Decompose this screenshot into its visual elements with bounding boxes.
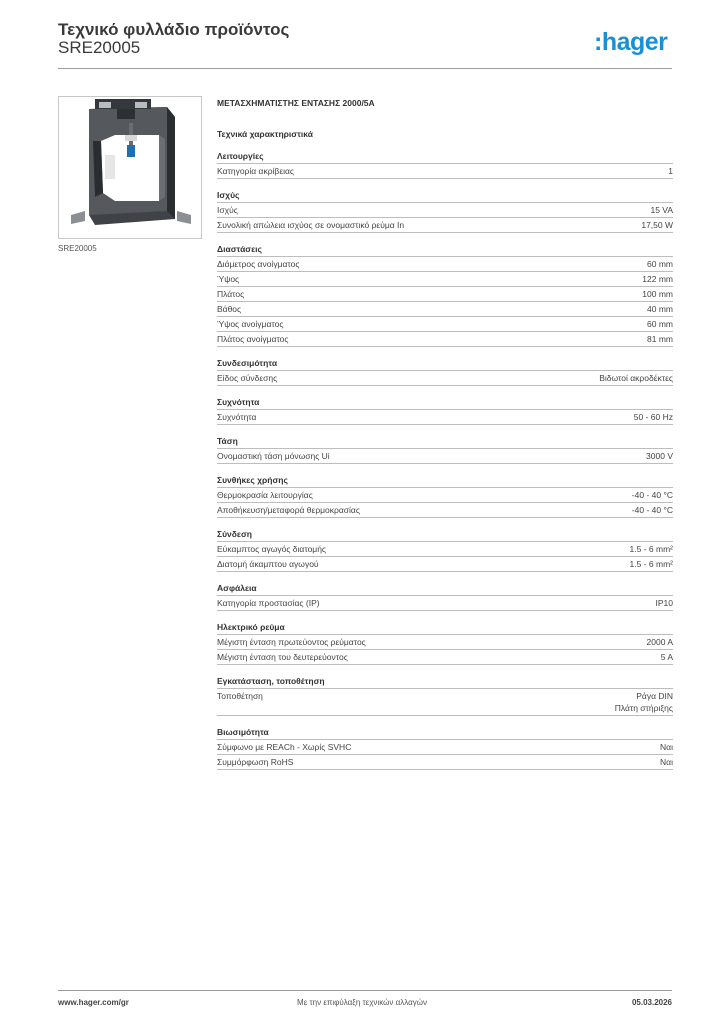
spec-section — [217, 583, 673, 611]
product-title: ΜΕΤΑΣΧΗΜΑΤΙΣΤΗΣ ΕΝΤΑΣΗΣ 2000/5A — [217, 98, 375, 108]
spec-section — [217, 475, 673, 518]
spec-row — [217, 317, 673, 332]
spec-value: 17,50 W — [641, 220, 673, 230]
spec-label: Θερμοκρασία λειτουργίας — [217, 490, 313, 500]
spec-label: Ύψος — [217, 274, 240, 284]
spec-sections — [217, 151, 673, 770]
image-caption: SRE20005 — [58, 244, 97, 253]
spec-label: Συχνότητα — [217, 412, 257, 422]
spec-label: Διατομή άκαμπτου αγωγού — [217, 559, 319, 569]
document-title: Τεχνικό φυλλάδιο προϊόντος — [58, 20, 290, 39]
spec-row — [217, 503, 673, 518]
spec-row — [217, 488, 673, 503]
spec-row — [217, 740, 673, 755]
section-title: Ασφάλεια — [217, 583, 673, 596]
spec-value: 1.5 - 6 mm² — [629, 559, 673, 569]
spec-label: Τοποθέτηση — [217, 691, 263, 701]
spec-value: 15 VA — [650, 205, 673, 215]
spec-section — [217, 529, 673, 572]
spec-label: Διάμετρος ανοίγματος — [217, 259, 300, 269]
spec-row — [217, 257, 673, 272]
spec-value: 122 mm — [642, 274, 673, 284]
hager-logo — [594, 27, 674, 57]
spec-section — [217, 436, 673, 464]
spec-label: Ισχύς — [217, 205, 238, 215]
spec-label: Πλάτος ανοίγματος — [217, 334, 289, 344]
spec-value: 100 mm — [642, 289, 673, 299]
spec-section — [217, 244, 673, 347]
spec-label: Κατηγορία ακρίβειας — [217, 166, 295, 176]
footer-date: 05.03.2026 — [631, 998, 672, 1007]
spec-value: 60 mm — [647, 259, 673, 269]
section-title: Ισχύς — [217, 190, 673, 203]
spec-row — [217, 596, 673, 611]
spec-label: Αποθήκευση/μεταφορά θερμοκρασίας — [217, 505, 360, 515]
spec-value: 2000 A — [646, 637, 673, 647]
spec-label: Πλάτος — [217, 289, 245, 299]
spec-value: 60 mm — [647, 319, 673, 329]
spec-row — [217, 635, 673, 650]
spec-row — [217, 542, 673, 557]
spec-label: Ύψος ανοίγματος — [217, 319, 284, 329]
spec-row — [217, 302, 673, 317]
spec-value: Βιδωτοί ακροδέκτες — [599, 373, 673, 383]
spec-value: Ράγα DIN Πλάτη στήριξης — [614, 691, 673, 713]
spec-label: Μέγιστη ένταση του δευτερεύοντος — [217, 652, 348, 662]
spec-row — [217, 449, 673, 464]
section-title: Εγκατάσταση, τοποθέτηση — [217, 676, 673, 689]
header-divider — [58, 68, 672, 69]
spec-section — [217, 676, 673, 716]
spec-section — [217, 151, 673, 179]
footer-notice: Με την επιφύλαξη τεχνικών αλλαγών — [297, 998, 427, 1007]
spec-label: Βάθος — [217, 304, 242, 314]
spec-value: 5 A — [660, 652, 673, 662]
spec-content — [217, 94, 673, 770]
section-title: Τάση — [217, 436, 673, 449]
section-title: Σύνδεση — [217, 529, 673, 542]
section-title: Διαστάσεις — [217, 244, 673, 257]
spec-row — [217, 218, 673, 233]
section-title: Συνθήκες χρήσης — [217, 475, 673, 488]
spec-value: 81 mm — [647, 334, 673, 344]
spec-label: Εύκαμπτος αγωγός διατομής — [217, 544, 327, 554]
section-title: Ηλεκτρικό ρεύμα — [217, 622, 673, 635]
spec-label: Είδος σύνδεσης — [217, 373, 278, 383]
spec-row — [217, 164, 673, 179]
spec-section — [217, 622, 673, 665]
section-title: Συνδεσιμότητα — [217, 358, 673, 371]
spec-value: -40 - 40 °C — [631, 490, 673, 500]
spec-value: 1 — [668, 166, 673, 176]
spec-section — [217, 358, 673, 386]
spec-row — [217, 755, 673, 770]
spec-section — [217, 727, 673, 770]
spec-value: IP10 — [655, 598, 673, 608]
logo-text: :hager — [594, 28, 668, 56]
spec-value: 3000 V — [646, 451, 673, 461]
technical-heading: Τεχνικά χαρακτηριστικά — [217, 129, 313, 139]
spec-row — [217, 332, 673, 347]
spec-label: Ονομαστική τάση μόνωσης Ui — [217, 451, 330, 461]
spec-row — [217, 203, 673, 218]
product-code: SRE20005 — [58, 38, 141, 57]
footer-website: www.hager.com/gr — [58, 998, 129, 1007]
spec-row — [217, 287, 673, 302]
section-title: Βιωσιμότητα — [217, 727, 673, 740]
section-title: Λειτουργίες — [217, 151, 673, 164]
current-transformer-illustration — [59, 97, 201, 238]
spec-section — [217, 190, 673, 233]
product-image — [58, 96, 202, 239]
spec-label: Συμμόρφωση RoHS — [217, 757, 294, 767]
spec-value: 1.5 - 6 mm² — [629, 544, 673, 554]
footer-divider — [58, 990, 672, 991]
spec-row — [217, 410, 673, 425]
spec-value: 40 mm — [647, 304, 673, 314]
spec-value: -40 - 40 °C — [631, 505, 673, 515]
spec-row — [217, 272, 673, 287]
spec-label: Μέγιστη ένταση πρωτεύοντος ρεύματος — [217, 637, 366, 647]
spec-row — [217, 689, 673, 716]
spec-row — [217, 650, 673, 665]
spec-value: 50 - 60 Hz — [633, 412, 673, 422]
spec-label: Σύμφωνο με REACh - Χωρίς SVHC — [217, 742, 352, 752]
spec-value: Ναι — [660, 742, 673, 752]
spec-section — [217, 397, 673, 425]
spec-label: Συνολική απώλεια ισχύος σε ονομαστικό ρεύμα In — [217, 220, 405, 230]
spec-row — [217, 371, 673, 386]
section-title: Συχνότητα — [217, 397, 673, 410]
spec-label: Κατηγορία προστασίας (IP) — [217, 598, 320, 608]
spec-row — [217, 557, 673, 572]
spec-value: Ναι — [660, 757, 673, 767]
